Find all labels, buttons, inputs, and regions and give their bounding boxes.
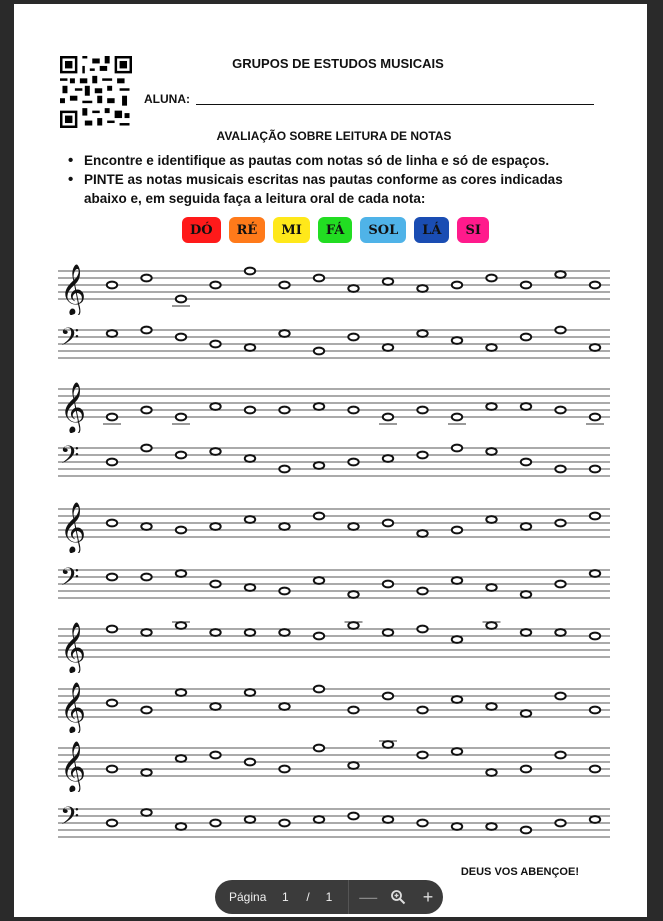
whole-note	[210, 820, 220, 827]
whole-note	[417, 407, 427, 414]
whole-note	[452, 636, 462, 643]
whole-note	[314, 745, 324, 752]
whole-note	[486, 622, 496, 629]
bass-clef-icon: 𝄢	[60, 323, 80, 358]
whole-note	[452, 282, 462, 289]
whole-note	[141, 769, 151, 776]
viewer-background-left	[0, 0, 14, 921]
whole-note	[245, 689, 255, 696]
whole-note	[417, 588, 427, 595]
whole-note	[555, 629, 565, 636]
whole-note	[383, 581, 393, 588]
whole-note	[486, 769, 496, 776]
whole-note	[279, 820, 289, 827]
whole-note	[452, 696, 462, 703]
whole-note	[314, 816, 324, 823]
whole-note	[383, 278, 393, 285]
whole-note	[417, 330, 427, 337]
whole-note	[590, 414, 600, 421]
whole-note	[210, 629, 220, 636]
instruction-item: • Encontre e identifique as pautas com notas só de linha e só de espaços.	[66, 151, 606, 170]
treble-clef-icon: 𝄞	[60, 264, 87, 315]
whole-note	[383, 741, 393, 748]
whole-note	[590, 570, 600, 577]
page-separator: /	[306, 890, 310, 904]
whole-note	[452, 414, 462, 421]
whole-note	[590, 344, 600, 351]
bass-clef-icon: 𝄢	[60, 441, 80, 476]
treble-clef-icon: 𝄞	[60, 502, 87, 553]
whole-note	[348, 334, 358, 341]
whole-note	[279, 703, 289, 710]
whole-note	[107, 700, 117, 707]
whole-note	[107, 626, 117, 633]
whole-note	[521, 710, 531, 717]
whole-note	[486, 584, 496, 591]
whole-note	[521, 591, 531, 598]
color-chip-do: DÓ	[182, 217, 221, 243]
whole-note	[590, 707, 600, 714]
worksheet-page	[14, 4, 647, 917]
whole-note	[417, 530, 427, 537]
whole-note	[348, 813, 358, 820]
whole-note	[555, 407, 565, 414]
whole-note	[176, 570, 186, 577]
whole-note	[555, 271, 565, 278]
whole-note	[245, 816, 255, 823]
whole-note	[590, 282, 600, 289]
whole-note	[279, 588, 289, 595]
whole-note	[245, 455, 255, 462]
whole-note	[210, 403, 220, 410]
whole-note	[314, 686, 324, 693]
whole-note	[245, 344, 255, 351]
whole-note	[590, 513, 600, 520]
whole-note	[141, 574, 151, 581]
whole-note	[245, 516, 255, 523]
whole-note	[555, 752, 565, 759]
whole-note	[383, 455, 393, 462]
whole-note	[486, 823, 496, 830]
whole-note	[279, 523, 289, 530]
treble-clef-icon: 𝄞	[60, 741, 87, 792]
whole-note	[279, 766, 289, 773]
blessing-text: DEUS VOS ABENÇOE!	[460, 866, 579, 878]
instruction-item: • PINTE as notas musicais escritas nas pautas conforme as cores indicadas abaixo e, em seguida faça a leitura oral de cada nota:	[66, 170, 606, 208]
whole-note	[486, 275, 496, 282]
whole-note	[521, 766, 531, 773]
whole-note	[417, 707, 427, 714]
whole-note	[417, 626, 427, 633]
whole-note	[176, 414, 186, 421]
whole-note	[314, 403, 324, 410]
whole-note	[141, 445, 151, 452]
staff-bass	[58, 793, 610, 873]
whole-note	[107, 766, 117, 773]
whole-note	[279, 629, 289, 636]
whole-note	[521, 403, 531, 410]
whole-note	[107, 330, 117, 337]
student-name-line[interactable]	[196, 104, 594, 105]
qr-code-icon	[60, 56, 132, 128]
treble-clef-icon: 𝄞	[60, 622, 87, 673]
color-chip-la: LÁ	[414, 217, 449, 243]
color-key	[182, 217, 489, 243]
whole-note	[486, 703, 496, 710]
page-label: Página	[229, 890, 267, 904]
whole-note	[245, 268, 255, 275]
whole-note	[555, 466, 565, 473]
whole-note	[348, 591, 358, 598]
whole-note	[452, 527, 462, 534]
whole-note	[348, 285, 358, 292]
whole-note	[555, 581, 565, 588]
whole-note	[245, 407, 255, 414]
whole-note	[555, 820, 565, 827]
pdf-viewer-toolbar	[215, 880, 443, 914]
whole-note	[210, 282, 220, 289]
whole-note	[521, 334, 531, 341]
whole-note	[314, 577, 324, 584]
color-chip-sol: SOL	[360, 217, 406, 243]
student-name-label: ALUNA:	[144, 92, 190, 106]
whole-note	[521, 827, 531, 834]
whole-note	[590, 766, 600, 773]
whole-note	[107, 574, 117, 581]
color-chip-mi: MI	[273, 217, 309, 243]
zoom-plus-button[interactable]: +	[422, 886, 434, 907]
worksheet-title: GRUPOS DE ESTUDOS MUSICAIS	[232, 56, 444, 71]
color-chip-si: SI	[457, 217, 488, 243]
color-chip-re: RÉ	[229, 217, 266, 243]
whole-note	[176, 823, 186, 830]
whole-note	[279, 466, 289, 473]
whole-note	[383, 693, 393, 700]
whole-note	[521, 459, 531, 466]
whole-note	[210, 581, 220, 588]
whole-note	[141, 523, 151, 530]
bass-clef-icon: 𝄢	[60, 563, 80, 598]
whole-note	[279, 330, 289, 337]
whole-note	[176, 755, 186, 762]
magnifier-icon	[390, 889, 406, 905]
whole-note	[452, 445, 462, 452]
whole-note	[348, 622, 358, 629]
bass-clef-icon: 𝄢	[60, 802, 80, 837]
whole-note	[210, 752, 220, 759]
whole-note	[210, 523, 220, 530]
whole-note	[486, 448, 496, 455]
whole-note	[452, 337, 462, 344]
whole-note	[383, 520, 393, 527]
whole-note	[107, 282, 117, 289]
whole-note	[314, 348, 324, 355]
whole-note	[486, 516, 496, 523]
whole-note	[176, 622, 186, 629]
whole-note	[555, 327, 565, 334]
whole-note	[245, 759, 255, 766]
whole-note	[521, 523, 531, 530]
whole-note	[210, 341, 220, 348]
whole-note	[555, 693, 565, 700]
whole-note	[141, 809, 151, 816]
whole-note	[107, 414, 117, 421]
whole-note	[590, 633, 600, 640]
assessment-subtitle: AVALIAÇÃO SOBRE LEITURA DE NOTAS	[216, 129, 452, 143]
whole-note	[383, 344, 393, 351]
total-pages: 1	[325, 890, 333, 904]
whole-note	[486, 344, 496, 351]
whole-note	[176, 334, 186, 341]
whole-note	[452, 823, 462, 830]
treble-clef-icon: 𝄞	[60, 682, 87, 733]
whole-note	[176, 527, 186, 534]
whole-note	[348, 707, 358, 714]
whole-note	[452, 748, 462, 755]
whole-note	[314, 513, 324, 520]
whole-note	[348, 459, 358, 466]
whole-note	[107, 520, 117, 527]
color-chip-fa: FÁ	[318, 217, 353, 243]
whole-note	[245, 629, 255, 636]
whole-note	[314, 633, 324, 640]
whole-note	[417, 820, 427, 827]
whole-note	[348, 407, 358, 414]
whole-note	[590, 466, 600, 473]
whole-note	[141, 275, 151, 282]
whole-note	[383, 816, 393, 823]
whole-note	[417, 285, 427, 292]
whole-note	[383, 629, 393, 636]
whole-note	[417, 452, 427, 459]
whole-note	[452, 577, 462, 584]
whole-note	[348, 523, 358, 530]
whole-note	[176, 452, 186, 459]
current-page-input[interactable]: 1	[282, 890, 289, 904]
zoom-in-icon[interactable]	[383, 880, 413, 914]
whole-note	[141, 707, 151, 714]
whole-note	[521, 282, 531, 289]
whole-note	[486, 403, 496, 410]
whole-note	[590, 816, 600, 823]
whole-note	[107, 459, 117, 466]
whole-note	[314, 275, 324, 282]
zoom-out-button[interactable]: —	[359, 886, 378, 907]
whole-note	[555, 520, 565, 527]
whole-note	[141, 629, 151, 636]
viewer-scrollbar[interactable]	[649, 0, 663, 921]
whole-note	[383, 414, 393, 421]
whole-note	[210, 703, 220, 710]
whole-note	[210, 448, 220, 455]
whole-note	[314, 462, 324, 469]
whole-note	[176, 296, 186, 303]
whole-note	[141, 407, 151, 414]
whole-note	[245, 584, 255, 591]
whole-note	[279, 282, 289, 289]
treble-clef-icon: 𝄞	[60, 382, 87, 433]
whole-note	[279, 407, 289, 414]
whole-note	[417, 752, 427, 759]
whole-note	[176, 689, 186, 696]
toolbar-divider	[348, 880, 349, 914]
instructions-list	[66, 151, 606, 208]
whole-note	[141, 327, 151, 334]
whole-note	[521, 629, 531, 636]
whole-note	[107, 820, 117, 827]
whole-note	[348, 762, 358, 769]
